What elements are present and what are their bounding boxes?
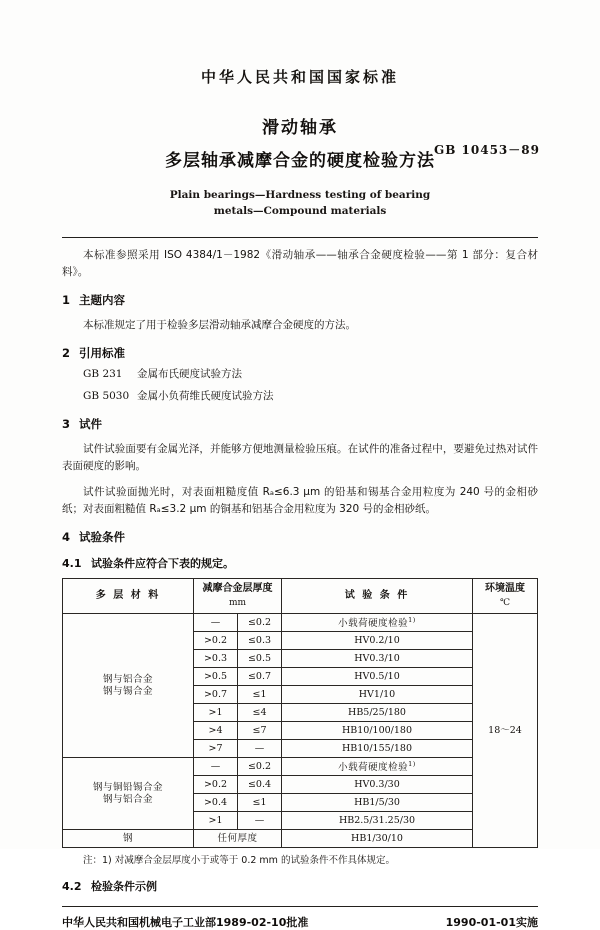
col-header-temperature-unit: ℃: [499, 598, 511, 608]
material-group-1: [63, 614, 194, 758]
test-condition: HV0.3/10: [282, 650, 473, 668]
national-standard-masthead: 中华人民共和国国家标准: [200, 68, 399, 86]
test-condition: HV0.2/10: [282, 632, 473, 650]
table-head: [63, 579, 538, 614]
test-condition: HB5/25/180: [282, 704, 473, 722]
col-header-material: 多 层 材 料: [63, 579, 194, 614]
implementation-date: 1990-01-01实施: [445, 916, 538, 929]
document-title-secondary: 多层轴承减摩合金的硬度检验方法: [165, 151, 435, 171]
test-conditions-table: [62, 578, 538, 848]
test-condition: HV0.3/30: [282, 776, 473, 794]
clause-1-body: 本标准规定了用于检验多层滑动轴承减摩合金硬度的方法。: [83, 319, 356, 331]
table-header-row: [63, 579, 538, 614]
intro-paragraph: 本标准参照采用 ISO 4384/1－1982《滑动轴承——轴承合金硬度检验——第 1 部分：复合材料》。: [62, 249, 538, 278]
test-condition: [282, 614, 473, 632]
table-footnote: 注：1) 对减摩合金层厚度小于或等于 0.2 mm 的试验条件不作具体规定。: [83, 855, 395, 866]
reference-name: 金属小负荷维氏硬度试验方法: [137, 390, 274, 402]
thickness-to: ≤4: [238, 704, 282, 722]
thickness-to: ≤1: [238, 794, 282, 812]
reference-name: 金属布氏硬度试验方法: [137, 368, 242, 380]
thickness-any: 任何厚度: [194, 830, 282, 848]
clause-4-title: 试验条件: [79, 530, 125, 544]
clause-4-heading: [62, 529, 538, 545]
thickness-to: ≤0.3: [238, 632, 282, 650]
reference-code: GB 231: [83, 368, 123, 380]
footnote-marker: 1): [408, 616, 416, 625]
material-label: 钢与铜铅锡合金: [92, 781, 163, 793]
thickness-from: >0.4: [194, 794, 238, 812]
test-condition-text: 小载荷硬度检验: [338, 762, 409, 774]
approval-statement: 中华人民共和国机械电子工业部1989-02-10批准: [62, 916, 309, 929]
thickness-to: ≤0.4: [238, 776, 282, 794]
table-body: [63, 614, 538, 848]
subclause-4-1-heading: [62, 555, 538, 571]
clause-1-title: 主题内容: [79, 293, 125, 307]
thickness-from: >0.2: [194, 632, 238, 650]
clause-1-heading: [62, 292, 538, 308]
material-label: 钢与铝合金: [102, 673, 153, 685]
english-subtitle-line2: metals—Compound materials: [213, 205, 387, 217]
thickness-from: —: [194, 614, 238, 632]
spec-table-wrapper: [62, 578, 538, 848]
title-block: [62, 113, 538, 171]
test-condition: HB1/5/30: [282, 794, 473, 812]
header-divider: [62, 237, 538, 238]
clause-2-title: 引用标准: [79, 346, 125, 360]
thickness-from: >0.7: [194, 686, 238, 704]
material-label: 钢与锡合金: [102, 685, 153, 697]
test-condition: HB10/100/180: [282, 722, 473, 740]
clause-3-title: 试件: [79, 417, 102, 431]
reference-code: GB 5030: [83, 390, 130, 402]
col-header-thickness: [194, 579, 282, 614]
table-row: [63, 758, 538, 776]
thickness-from: >1: [194, 812, 238, 830]
col-header-condition: 试 验 条 件: [282, 579, 473, 614]
col-header-temperature-label: 环境温度: [485, 583, 525, 594]
clause-4-number: 4: [62, 530, 71, 544]
clause-3-paragraph-1: 试件试验面要有金属光泽，并能够方便地测量检验压痕。在试件的准备过程中，要避免过热对试件表面硬度的影响。: [62, 443, 538, 472]
subclause-4-2-title: 检验条件示例: [91, 880, 157, 893]
document-title-primary: 滑动轴承: [262, 118, 338, 138]
ambient-temperature: 18～24: [473, 614, 538, 848]
col-header-thickness-unit: mm: [228, 598, 247, 608]
col-header-thickness-label: 减摩合金层厚度: [202, 583, 273, 594]
subclause-4-2-number: 4.2: [62, 880, 82, 893]
clause-3-heading: [62, 416, 538, 432]
thickness-from: >0.5: [194, 668, 238, 686]
footnote-marker: 1): [408, 760, 416, 769]
reference-item: [62, 366, 538, 383]
material-steel: 钢: [63, 830, 194, 848]
subclause-4-1-number: 4.1: [62, 557, 82, 570]
clause-3-number: 3: [62, 417, 71, 431]
thickness-from: >0.3: [194, 650, 238, 668]
clause-2-number: 2: [62, 346, 71, 360]
subclause-4-2-heading: [62, 878, 538, 894]
test-condition: [282, 758, 473, 776]
thickness-from: >4: [194, 722, 238, 740]
page-footer: [62, 914, 538, 930]
thickness-to: ≤1: [238, 686, 282, 704]
test-condition-text: 小载荷硬度检验: [338, 618, 409, 630]
clause-3-paragraph-2: 试件试验面抛光时，对表面粗糙度值 Rₐ≤6.3 μm 的铅基和锡基合金用粒度为 240 号的金相砂纸；对表面粗糙值 Rₐ≤3.2 μm 的铜基和铝基合金用粒度为 320 号的金相砂纸。: [62, 486, 538, 515]
thickness-to: —: [238, 812, 282, 830]
thickness-from: —: [194, 758, 238, 776]
test-condition: HV0.5/10: [282, 668, 473, 686]
standard-number: GB 10453－89: [433, 143, 540, 157]
test-condition: HB10/155/180: [282, 740, 473, 758]
thickness-from: >7: [194, 740, 238, 758]
material-group-2: [63, 758, 194, 830]
english-subtitle: [62, 187, 538, 219]
thickness-to: —: [238, 740, 282, 758]
footer-divider: [62, 906, 538, 907]
thickness-to: ≤0.5: [238, 650, 282, 668]
test-condition: HV1/10: [282, 686, 473, 704]
col-header-temperature: [473, 579, 538, 614]
thickness-to: ≤0.2: [238, 758, 282, 776]
thickness-to: ≤0.7: [238, 668, 282, 686]
subclause-4-1-title: 试验条件应符合下表的规定。: [91, 557, 234, 570]
thickness-from: >1: [194, 704, 238, 722]
clause-2-heading: [62, 345, 538, 361]
material-label: 钢与铝合金: [102, 793, 153, 805]
english-subtitle-line1: Plain bearings—Hardness testing of bearing: [169, 189, 431, 201]
table-row: [63, 830, 538, 848]
table-row: [63, 614, 538, 632]
thickness-to: ≤0.2: [238, 614, 282, 632]
thickness-to: ≤7: [238, 722, 282, 740]
thickness-from: >0.2: [194, 776, 238, 794]
test-condition: HB2.5/31.25/30: [282, 812, 473, 830]
clause-1-number: 1: [62, 293, 71, 307]
reference-item: [62, 388, 538, 405]
test-condition: HB1/30/10: [282, 830, 473, 848]
document-sheet: [62, 34, 540, 929]
